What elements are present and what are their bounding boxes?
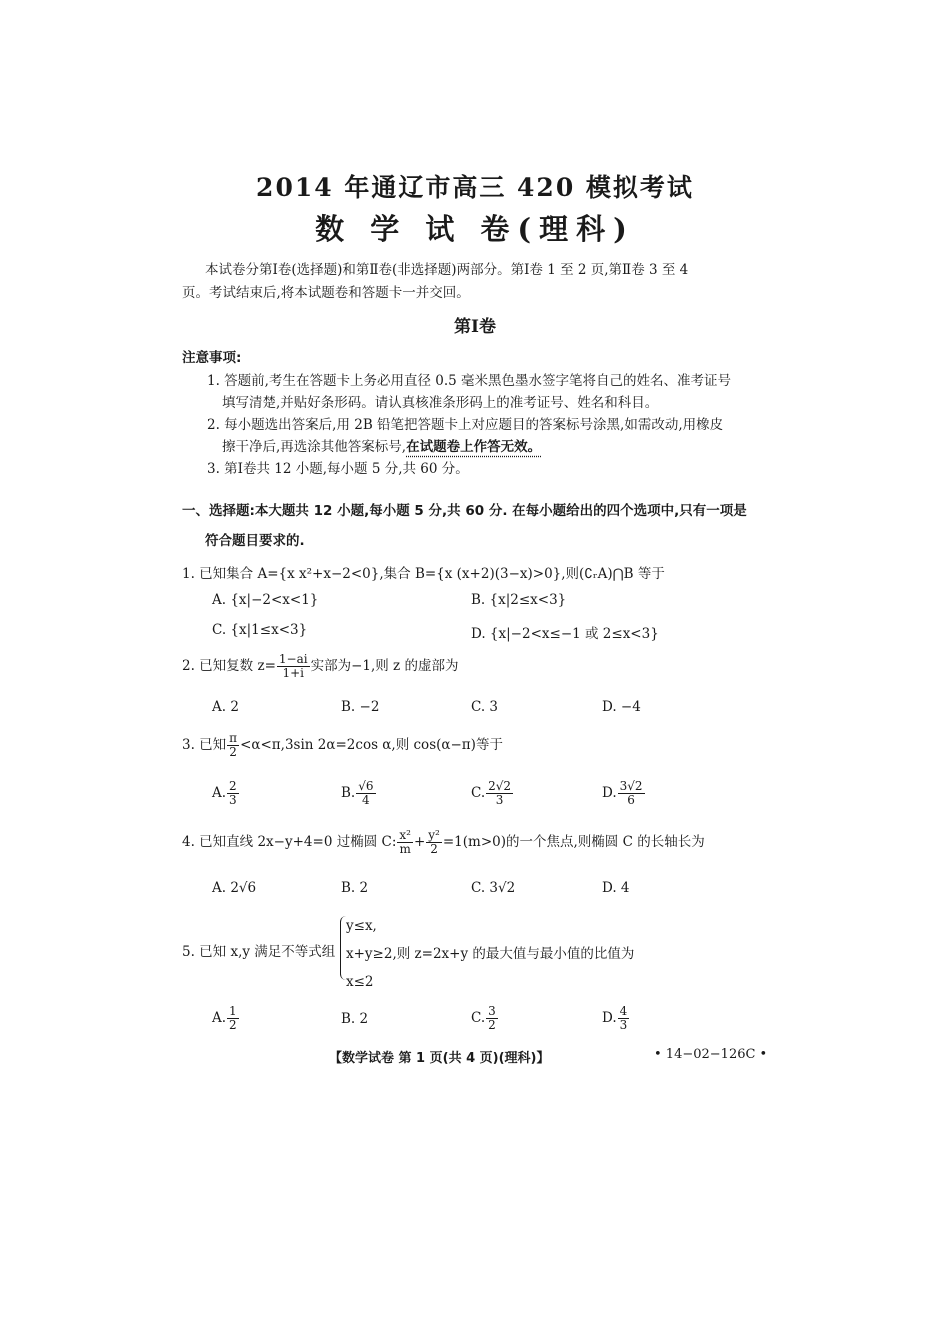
- q5-inequality-3: x≤2: [346, 974, 374, 990]
- q4-fraction-1: [397, 829, 413, 856]
- q3-option-b-fraction: [356, 780, 375, 807]
- q3-option-c: [471, 780, 514, 807]
- q4-prefix: 4. 已知直线 2x−y+4=0 过椭圆 C:: [182, 834, 397, 850]
- q3-option-d-label: D.: [602, 785, 617, 801]
- q3-suffix: <α<π,3sin 2α=2cos α,则 cos(α−π)等于: [240, 737, 503, 753]
- page-footer: 【数学试卷 第 1 页(共 4 页)(理科)】: [329, 1051, 550, 1066]
- q3-a-num: 2: [229, 779, 237, 793]
- q2-suffix: 实部为−1,则 z 的虚部为: [310, 658, 459, 674]
- q5-a-num: 1: [229, 1004, 237, 1018]
- q2-option-b: B. −2: [341, 699, 380, 715]
- q4-num-2: y²: [428, 828, 440, 842]
- q4-option-a: A. 2√6: [212, 880, 257, 896]
- q2-option-c: C. 3: [471, 699, 499, 715]
- question-2: [182, 653, 458, 680]
- q4-den-1: m: [399, 842, 411, 856]
- note-2b-text: 擦干净后,再选涂其他答案标号,: [222, 439, 407, 455]
- q3-numerator: π: [229, 731, 238, 745]
- q5-d-num: 4: [619, 1004, 628, 1018]
- part1-instruction-b: 符合题目要求的.: [205, 533, 305, 549]
- q5-option-d: [602, 1005, 630, 1032]
- q3-d-num: 3√2: [619, 779, 643, 793]
- q3-option-b: [341, 780, 377, 807]
- q4-plus: +: [413, 834, 426, 850]
- q3-c-num: 2√2: [488, 779, 512, 793]
- exam-subtitle: 数 学 试 卷(理科): [315, 212, 635, 246]
- q3-option-d-fraction: [618, 780, 645, 807]
- q5-option-c-label: C.: [471, 1010, 486, 1026]
- q4-option-b: B. 2: [341, 880, 369, 896]
- q5-option-d-fraction: [618, 1005, 630, 1032]
- q2-prefix: 2. 已知复数 z=: [182, 658, 276, 674]
- q2-fraction: [277, 653, 310, 680]
- q2-option-a: A. 2: [212, 699, 239, 715]
- q4-fraction-2: [426, 829, 442, 856]
- intro-line-1: 本试卷分第Ⅰ卷(选择题)和第Ⅱ卷(非选择题)两部分。第Ⅰ卷 1 至 2 页,第Ⅱ卷 3 至 4: [205, 262, 689, 278]
- q5-option-b: B. 2: [341, 1011, 369, 1027]
- q1-option-b: B. {x|2≤x<3}: [471, 592, 567, 608]
- q3-option-d: [602, 780, 646, 807]
- q3-fraction: [227, 732, 239, 759]
- intro-line-2: 页。考试结束后,将本试题卷和答题卡一并交回。: [182, 285, 470, 301]
- q4-suffix: =1(m>0)的一个焦点,则椭圆 C 的长轴长为: [442, 834, 705, 850]
- q4-den-2: 2: [430, 842, 438, 856]
- q1-option-d: D. {x|−2<x≤−1 或 2≤x<3}: [471, 626, 659, 642]
- q5-option-a-fraction: [227, 1005, 239, 1032]
- q3-prefix: 3. 已知: [182, 737, 227, 753]
- q5-option-c-fraction: [486, 1005, 498, 1032]
- q5-inequality-system: [346, 912, 634, 996]
- q2-option-d: D. −4: [602, 699, 641, 715]
- question-4: [182, 829, 705, 856]
- note-1b: 填写清楚,并贴好条形码。请认真核准条形码上的准考证号、姓名和科目。: [222, 395, 659, 411]
- q5-c-num: 3: [488, 1004, 496, 1018]
- q5-option-d-label: D.: [602, 1010, 617, 1026]
- q3-d-den: 6: [627, 793, 635, 807]
- q5-inequality-2: x+y≥2,则 z=2x+y 的最大值与最小值的比值为: [346, 946, 635, 962]
- q4-option-c: C. 3√2: [471, 880, 516, 896]
- note-2b: [222, 435, 541, 455]
- q5-option-a: [212, 1005, 240, 1032]
- q3-option-b-label: B.: [341, 785, 356, 801]
- q5-a-den: 2: [229, 1018, 237, 1032]
- note-2a: 2. 每小题选出答案后,用 2B 铅笔把答题卡上对应题目的答案标号涂黑,如需改动,用橡皮: [207, 417, 724, 433]
- q3-denominator: 2: [229, 745, 237, 759]
- q3-option-a-fraction: [227, 780, 239, 807]
- note-1a: 1. 答题前,考生在答题卡上务必用直径 0.5 毫米黑色墨水签字笔将自己的姓名、准考证号: [207, 373, 732, 389]
- q3-option-a-label: A.: [212, 785, 227, 801]
- q5-option-a-label: A.: [212, 1010, 227, 1026]
- q5-inequality-1: y≤x,: [346, 918, 377, 934]
- q3-c-den: 3: [495, 793, 504, 807]
- note-3: 3. 第Ⅰ卷共 12 小题,每小题 5 分,共 60 分。: [207, 461, 469, 477]
- q1-option-a: A. {x|−2<x<1}: [212, 592, 319, 608]
- exam-title: 2014 年通辽市高三 420 模拟考试: [256, 173, 694, 202]
- q3-option-a: [212, 780, 240, 807]
- q1-option-c: C. {x|1≤x<3}: [212, 622, 308, 638]
- q5-c-den: 2: [488, 1018, 496, 1032]
- q5-option-c: [471, 1005, 499, 1032]
- question-1: 1. 已知集合 A={x x²+x−2<0},集合 B={x (x+2)(3−x)>0},则(∁ᵣA)⋂B 等于: [182, 566, 665, 582]
- q4-num-1: x²: [399, 828, 411, 842]
- q2-numerator: 1−ai: [278, 652, 308, 666]
- question-3: [182, 732, 503, 759]
- notes-heading: 注意事项:: [182, 350, 242, 366]
- exam-code: • 14−02−126C •: [654, 1047, 768, 1062]
- q3-option-c-label: C.: [471, 785, 486, 801]
- note-2b-emphasis: 在试题卷上作答无效。: [406, 439, 542, 455]
- q3-a-den: 3: [229, 793, 237, 807]
- q2-denominator: 1+i: [282, 666, 304, 680]
- q3-b-den: 4: [362, 793, 370, 807]
- q3-b-num: √6: [358, 779, 374, 793]
- q5-d-den: 3: [619, 1018, 628, 1032]
- section-title: 第Ⅰ卷: [454, 317, 496, 337]
- part1-instruction-a: 一、选择题:本大题共 12 小题,每小题 5 分,共 60 分. 在每小题给出的四个选项中,只有一项是: [182, 503, 747, 519]
- question-5-prefix: 5. 已知 x,y 满足不等式组: [182, 944, 336, 960]
- q4-option-d: D. 4: [602, 880, 630, 896]
- q3-option-c-fraction: [486, 780, 513, 807]
